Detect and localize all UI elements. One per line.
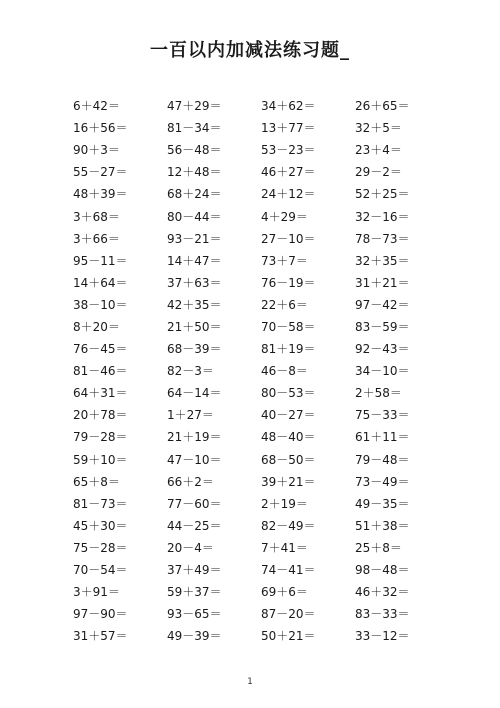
math-problem: 53－23＝ <box>261 143 316 158</box>
math-problem: 73＋7＝ <box>261 253 308 268</box>
math-problem: 3＋68＝ <box>73 209 120 224</box>
math-problem: 24＋12＝ <box>261 187 316 202</box>
math-problem: 59＋37＝ <box>167 585 222 600</box>
math-problem: 83－33＝ <box>355 607 410 622</box>
math-problem: 6＋42＝ <box>73 99 120 114</box>
math-problem: 34＋62＝ <box>261 99 316 114</box>
math-problem: 3＋66＝ <box>73 231 120 246</box>
math-problem: 78－73＝ <box>355 231 410 246</box>
math-problem: 73－49＝ <box>355 474 410 489</box>
math-problem: 38－10＝ <box>73 297 128 312</box>
math-problem: 80－44＝ <box>167 209 222 224</box>
math-problem: 75－33＝ <box>355 408 410 423</box>
page-title: 一百以内加减法练习题_ <box>150 40 350 61</box>
math-problem: 59＋10＝ <box>73 452 128 467</box>
math-problem: 32－16＝ <box>355 209 410 224</box>
math-problem: 74－41＝ <box>261 563 316 578</box>
math-problem: 87－20＝ <box>261 607 316 622</box>
math-problem: 80－53＝ <box>261 386 316 401</box>
math-problem: 81－46＝ <box>73 364 128 379</box>
math-problem: 47＋29＝ <box>167 99 222 114</box>
math-problem: 45＋30＝ <box>73 518 128 533</box>
math-problem: 13＋77＝ <box>261 121 316 136</box>
math-problem: 14＋47＝ <box>167 253 222 268</box>
math-problem: 37＋63＝ <box>167 275 222 290</box>
math-problem: 70－58＝ <box>261 319 316 334</box>
math-problem: 32＋35＝ <box>355 253 410 268</box>
math-problem: 48－40＝ <box>261 430 316 445</box>
math-problem: 95－11＝ <box>73 253 128 268</box>
math-problem: 97－90＝ <box>73 607 128 622</box>
math-problem: 29－2＝ <box>355 165 402 180</box>
math-problem: 81＋19＝ <box>261 342 316 357</box>
math-problem: 1＋27＝ <box>167 408 214 423</box>
math-problem: 33－12＝ <box>355 629 410 644</box>
math-problem: 46＋27＝ <box>261 165 316 180</box>
math-problem: 16＋56＝ <box>73 121 128 136</box>
math-problem: 21＋19＝ <box>167 430 222 445</box>
math-problem: 27－10＝ <box>261 231 316 246</box>
math-problem: 14＋64＝ <box>73 275 128 290</box>
math-problem: 32＋5＝ <box>355 121 402 136</box>
math-problem: 68－50＝ <box>261 452 316 467</box>
math-problem: 51＋38＝ <box>355 518 410 533</box>
math-problem: 31＋57＝ <box>73 629 128 644</box>
math-problem: 83－59＝ <box>355 319 410 334</box>
math-problem: 34－10＝ <box>355 364 410 379</box>
math-problem: 70－54＝ <box>73 563 128 578</box>
math-problem: 93－21＝ <box>167 231 222 246</box>
math-problem: 2＋19＝ <box>261 496 308 511</box>
math-problem: 46－8＝ <box>261 364 308 379</box>
math-problem: 79－48＝ <box>355 452 410 467</box>
math-problem: 64－14＝ <box>167 386 222 401</box>
math-problem: 25＋8＝ <box>355 540 402 555</box>
math-problem: 12＋48＝ <box>167 165 222 180</box>
math-problem: 81－34＝ <box>167 121 222 136</box>
math-problem: 56－48＝ <box>167 143 222 158</box>
math-problem: 22＋6＝ <box>261 297 308 312</box>
math-problem: 46＋32＝ <box>355 585 410 600</box>
math-problem: 69＋6＝ <box>261 585 308 600</box>
math-problem: 52＋25＝ <box>355 187 410 202</box>
math-problem: 48＋39＝ <box>73 187 128 202</box>
math-problem: 61＋11＝ <box>355 430 410 445</box>
math-problem: 20＋78＝ <box>73 408 128 423</box>
math-problem: 66＋2＝ <box>167 474 214 489</box>
math-problem: 20－4＝ <box>167 540 214 555</box>
math-problem: 76－19＝ <box>261 275 316 290</box>
math-problem: 65＋8＝ <box>73 474 120 489</box>
math-problem: 90＋3＝ <box>73 143 120 158</box>
math-problem: 82－3＝ <box>167 364 214 379</box>
math-problem: 93－65＝ <box>167 607 222 622</box>
math-problem: 55－27＝ <box>73 165 128 180</box>
math-problem: 92－43＝ <box>355 342 410 357</box>
math-problem: 97－42＝ <box>355 297 410 312</box>
math-problem: 68＋24＝ <box>167 187 222 202</box>
math-problem: 79－28＝ <box>73 430 128 445</box>
math-problem: 7＋41＝ <box>261 540 308 555</box>
math-problem: 98－48＝ <box>355 563 410 578</box>
math-problem: 50＋21＝ <box>261 629 316 644</box>
math-problem: 49－35＝ <box>355 496 410 511</box>
math-problem: 26＋65＝ <box>355 99 410 114</box>
math-problem: 68－39＝ <box>167 342 222 357</box>
problem-grid <box>73 95 433 647</box>
math-problem: 81－73＝ <box>73 496 128 511</box>
math-problem: 76－45＝ <box>73 342 128 357</box>
math-problem: 40－27＝ <box>261 408 316 423</box>
math-problem: 8＋20＝ <box>73 319 120 334</box>
math-problem: 4＋29＝ <box>261 209 308 224</box>
math-problem: 42＋35＝ <box>167 297 222 312</box>
math-problem: 77－60＝ <box>167 496 222 511</box>
math-problem: 37＋49＝ <box>167 563 222 578</box>
math-problem: 2＋58＝ <box>355 386 402 401</box>
math-problem: 23＋4＝ <box>355 143 402 158</box>
math-problem: 44－25＝ <box>167 518 222 533</box>
math-problem: 39＋21＝ <box>261 474 316 489</box>
math-problem: 3＋91＝ <box>73 585 120 600</box>
math-problem: 82－49＝ <box>261 518 316 533</box>
math-problem: 31＋21＝ <box>355 275 410 290</box>
math-problem: 75－28＝ <box>73 540 128 555</box>
math-problem: 47－10＝ <box>167 452 222 467</box>
math-problem: 64＋31＝ <box>73 386 128 401</box>
math-problem: 21＋50＝ <box>167 319 222 334</box>
page-number: 1 <box>247 677 253 687</box>
math-problem: 49－39＝ <box>167 629 222 644</box>
